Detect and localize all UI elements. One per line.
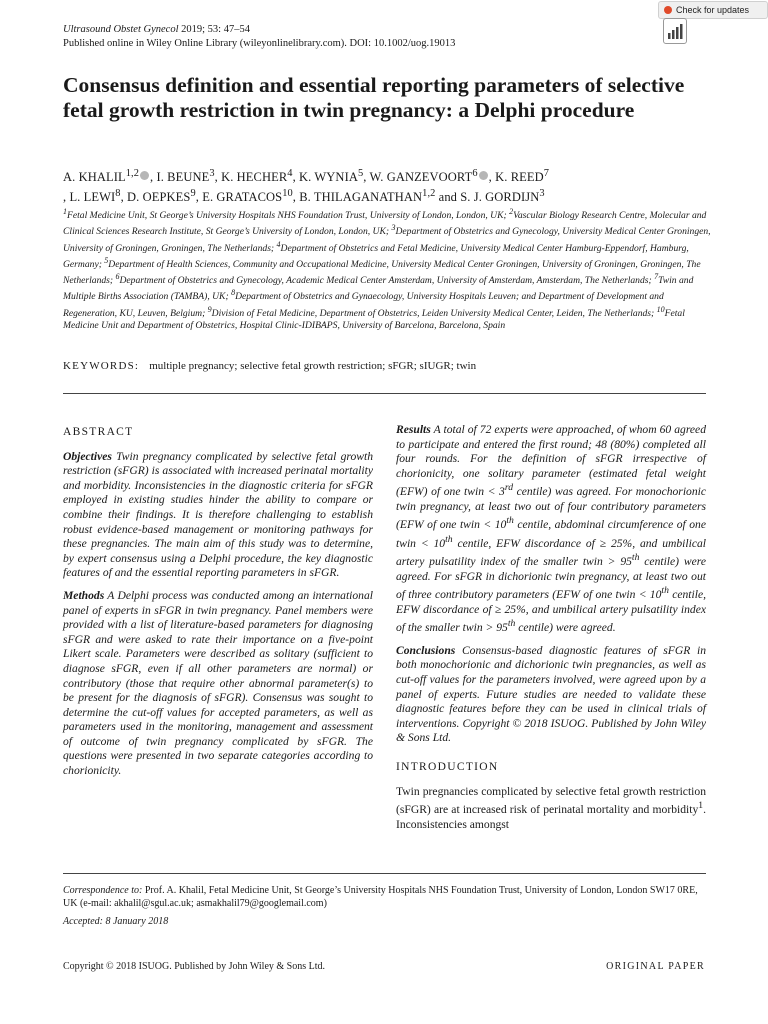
ordinal-sup: th <box>507 618 516 630</box>
affiliation: Department of Obstetrics and Gynecology, Academic Medical Center Amsterdam, University of Amsterdam, Amsterdam, The Netherlands; <box>119 275 655 287</box>
affiliation: Vascular Biology Research Centre, Molecular and Clinical Sciences Research Institute, St George’s University of London, London, UK; <box>63 210 707 238</box>
author-affiliation-sup: 4 <box>287 168 293 179</box>
author-list <box>63 166 713 205</box>
check-for-updates-label: Check for updates <box>676 5 750 15</box>
paper-type: ORIGINAL PAPER <box>606 961 705 972</box>
author: , K. REED <box>488 170 544 185</box>
correspondence-paragraph <box>63 884 713 910</box>
affiliation: Department of Obstetrics and Fetal Medicine, University Medical Center Hamburg-Eppendorf, Hamburg, Germany; <box>63 242 689 271</box>
results-text: centile) was agreed. For monochorionic twin pregnancy, at least two out of four contributory parameters (EFW of one twin < 10 <box>396 485 707 532</box>
conclusions-label: Conclusions <box>396 643 456 657</box>
correspondence-label: Correspondence to: <box>63 885 143 896</box>
author-affiliation-sup: 8 <box>115 187 121 199</box>
affiliation-number: 10 <box>656 304 665 314</box>
affiliation-number: 8 <box>231 288 236 298</box>
author: , B. THILAGANATHAN <box>292 189 423 204</box>
methods-label: Methods <box>63 588 105 602</box>
author: , I. BEUNE <box>150 170 210 185</box>
publication-line <box>63 37 455 51</box>
journal-name: Ultrasound Obstet Gynecol <box>63 24 179 35</box>
affiliation-number: 9 <box>207 304 212 314</box>
abstract-right-column <box>396 423 706 840</box>
results-label: Results <box>396 423 431 436</box>
author: , K. WYNIA <box>292 170 358 185</box>
crossmark-icon <box>664 6 672 14</box>
author-affiliation-sup: 3 <box>539 187 545 199</box>
article-title: Consensus definition and essential reporting parameters of selective fetal growth restriction in twin pregnancy: a Delphi procedure <box>63 73 685 122</box>
conclusions-paragraph <box>396 644 706 746</box>
keywords <box>63 360 476 372</box>
author: , E. GRATACOS <box>195 189 283 204</box>
author: , K. HECHER <box>214 170 288 185</box>
affiliation-number: 2 <box>509 207 514 216</box>
author-affiliation-sup: 10 <box>282 187 293 199</box>
affiliation: Division of Fetal Medicine, Department of Obstetrics, Leiden University Medical Center, Leiden, The Netherlands; <box>211 307 657 319</box>
introduction-text: Twin pregnancies complicated by selective fetal growth restriction (sFGR) are at increased risk of perinatal mortality and morbidity <box>396 784 706 817</box>
orcid-icon[interactable] <box>140 171 149 180</box>
author: A. KHALIL <box>63 170 126 185</box>
author-affiliation-sup: 7 <box>543 168 550 179</box>
affiliation-number: 3 <box>391 223 396 233</box>
affiliation: Department of Obstetrics and Gynecology, University Medical Center Groningen, University of Groningen, Groningen, The Netherlands; <box>63 226 711 254</box>
author: , L. LEWI <box>63 189 116 204</box>
affiliation-number: 5 <box>104 255 109 265</box>
affiliation: Department of Health Sciences, Community and Occupational Medicine, University Medical Center Groningen, University of Groningen, Groningen, The Netherlands; <box>63 259 701 287</box>
ordinal-sup: th <box>631 552 640 564</box>
correspondence-text: Prof. A. Khalil, Fetal Medicine Unit, St George’s University Hospitals NHS Foundation Trust, University of London, London SW17 0RE, UK (e-mail: akhalil@sgul.ac.uk; asmakhalil79@googlemail.com) <box>63 885 698 909</box>
ordinal-sup: th <box>506 515 514 527</box>
ordinal-sup: th <box>445 533 453 545</box>
ordinal-sup: rd <box>504 482 514 494</box>
check-for-updates-widget[interactable] <box>656 0 768 46</box>
affiliations <box>63 206 713 332</box>
correspondence <box>63 884 713 933</box>
results-text: A total of 72 experts were approached, of whom 60 agreed to participate and entered the first round; 48 (80%) completed all four rounds. For the definition of sFGR irrespective of chorionicity, one solitary parameter (estimated fetal weight (EFW) of one twin < 3 <box>396 423 706 499</box>
orcid-icon[interactable] <box>479 171 488 180</box>
ordinal-sup: th <box>661 585 669 597</box>
author-affiliation-sup: 9 <box>190 187 196 199</box>
divider <box>63 873 706 874</box>
journal-header <box>63 23 455 51</box>
author-affiliation-sup: 3 <box>209 168 215 179</box>
affiliation-number: 7 <box>654 272 659 282</box>
results-text: centile, EFW discordance of ≥ 25%, and umbilical artery pulsatility index of the smaller twin > 95 <box>396 536 706 569</box>
affiliation-number: 4 <box>276 239 281 249</box>
author-affiliation-sup: 1,2 <box>125 168 140 179</box>
results-text: centile) were agreed. <box>515 621 616 635</box>
objectives-paragraph <box>63 450 373 581</box>
methods-paragraph <box>63 589 373 779</box>
affiliation-number: 1 <box>63 207 67 216</box>
bar-chart-icon[interactable] <box>663 18 687 44</box>
affiliation: Fetal Medicine Unit, St George’s University Hospitals NHS Foundation Trust, University of London, London, UK; <box>67 210 510 222</box>
abstract-heading: ABSTRACT <box>63 426 134 438</box>
keywords-text: multiple pregnancy; selective fetal growth restriction; sFGR; sIUGR; twin <box>149 360 477 372</box>
methods-text: A Delphi process was conducted among an international panel of experts in sFGR in twin pregnancy. Panel members were provided with a list of literature-based parameters for diagnosing sFGR and were asked to rate their importance on a five-point Likert scale. Parameters were described as solitary (sufficient to diagnose sFGR, even if all other parameters are normal) or contributory (those that require other abnormal parameter(s) to be present for the diagnosis of sFGR). Consensus was sought to determine the cut-off values for accepted parameters, as well as parameters used in the monitoring, management and assessment of outcome of twin pregnancy complicated by sFGR. The questions were presented in two separate categories according to chorionicity. <box>63 588 373 778</box>
conclusions-text: Consensus-based diagnostic features of sFGR in both monochorionic and dichorionic twin pregnancies, as well as cut-off values for the parameters involved, were agreed upon by a panel of experts. Future studies are needed to validate these diagnostic features before they can be used in clinical trials of interventions. Copyright © 2018 ISUOG. Published by John Wiley & Sons Ltd. <box>396 643 706 745</box>
doi: DOI: 10.1002/uog.19013 <box>349 38 456 49</box>
affiliation: Twin and Multiple Births Association (TAMBA), UK; <box>63 275 694 303</box>
affiliation-number: 6 <box>115 272 120 282</box>
divider <box>63 393 706 394</box>
introduction-heading: INTRODUCTION <box>396 761 499 774</box>
introduction-text: . Inconsistencies amongst <box>396 803 706 831</box>
accepted-date: Accepted: 8 January 2018 <box>63 916 169 927</box>
introduction-paragraph <box>396 785 706 833</box>
objectives-label: Objectives <box>63 449 112 463</box>
affiliation: Department of Obstetrics and Gynaecology, University Hospitals Leuven; and Department of Development and Regeneration, KU, Leuven, Belgium; <box>63 291 664 319</box>
reference-sup[interactable]: 1 <box>698 800 704 812</box>
copyright-footer: Copyright © 2018 ISUOG. Published by John Wiley & Sons Ltd. <box>63 961 326 972</box>
journal-citation <box>63 23 455 37</box>
results-text: centile) were agreed. For sFGR in dichorionic twin pregnancy, at least two out of three contributory parameters (EFW of one twin < 10 <box>396 555 706 602</box>
check-for-updates-button[interactable] <box>658 1 768 19</box>
author-affiliation-sup: 5 <box>357 168 364 179</box>
author: and S. J. GORDIJN <box>435 189 540 204</box>
objectives-text: Twin pregnancy complicated by selective fetal growth restriction (sFGR) is associated with increased perinatal mortality and morbidity. Inconsistencies in the diagnostic criteria for sFGR employed in existing studies hinder the ability to compare or combine their findings. It is therefore challenging to establish robust evidence-based management or monitoring pathways for these pregnancies. The main aim of this study was to determine, by expert consensus using a Delphi procedure, the key diagnostic features of and the essential reporting parameters in sFGR. <box>63 449 373 580</box>
published-online: Published online in Wiley Online Library (wileyonlinelibrary.com). <box>63 38 350 49</box>
results-paragraph <box>396 423 706 636</box>
results-text: centile, abdominal circumference of one twin < 10 <box>396 518 706 550</box>
author-affiliation-sup: 6 <box>472 168 478 179</box>
author: , W. GANZEVOORT <box>363 170 473 185</box>
author-affiliation-sup: 1,2 <box>422 187 436 199</box>
abstract-left-column <box>63 423 373 787</box>
author: , D. OEPKES <box>120 189 191 204</box>
journal-volume: 2019; 53: 47–54 <box>178 24 250 35</box>
affiliation: Fetal Medicine Unit and Department of Obstetrics, Hospital Clinic-IDIBAPS, University of Barcelona, Barcelona, Spain <box>63 307 685 331</box>
keywords-label: KEYWORDS: <box>63 360 140 372</box>
results-text: centile, EFW discordance of ≥ 25%, and umbilical artery pulsatility index of the smaller twin > 95 <box>396 588 706 635</box>
